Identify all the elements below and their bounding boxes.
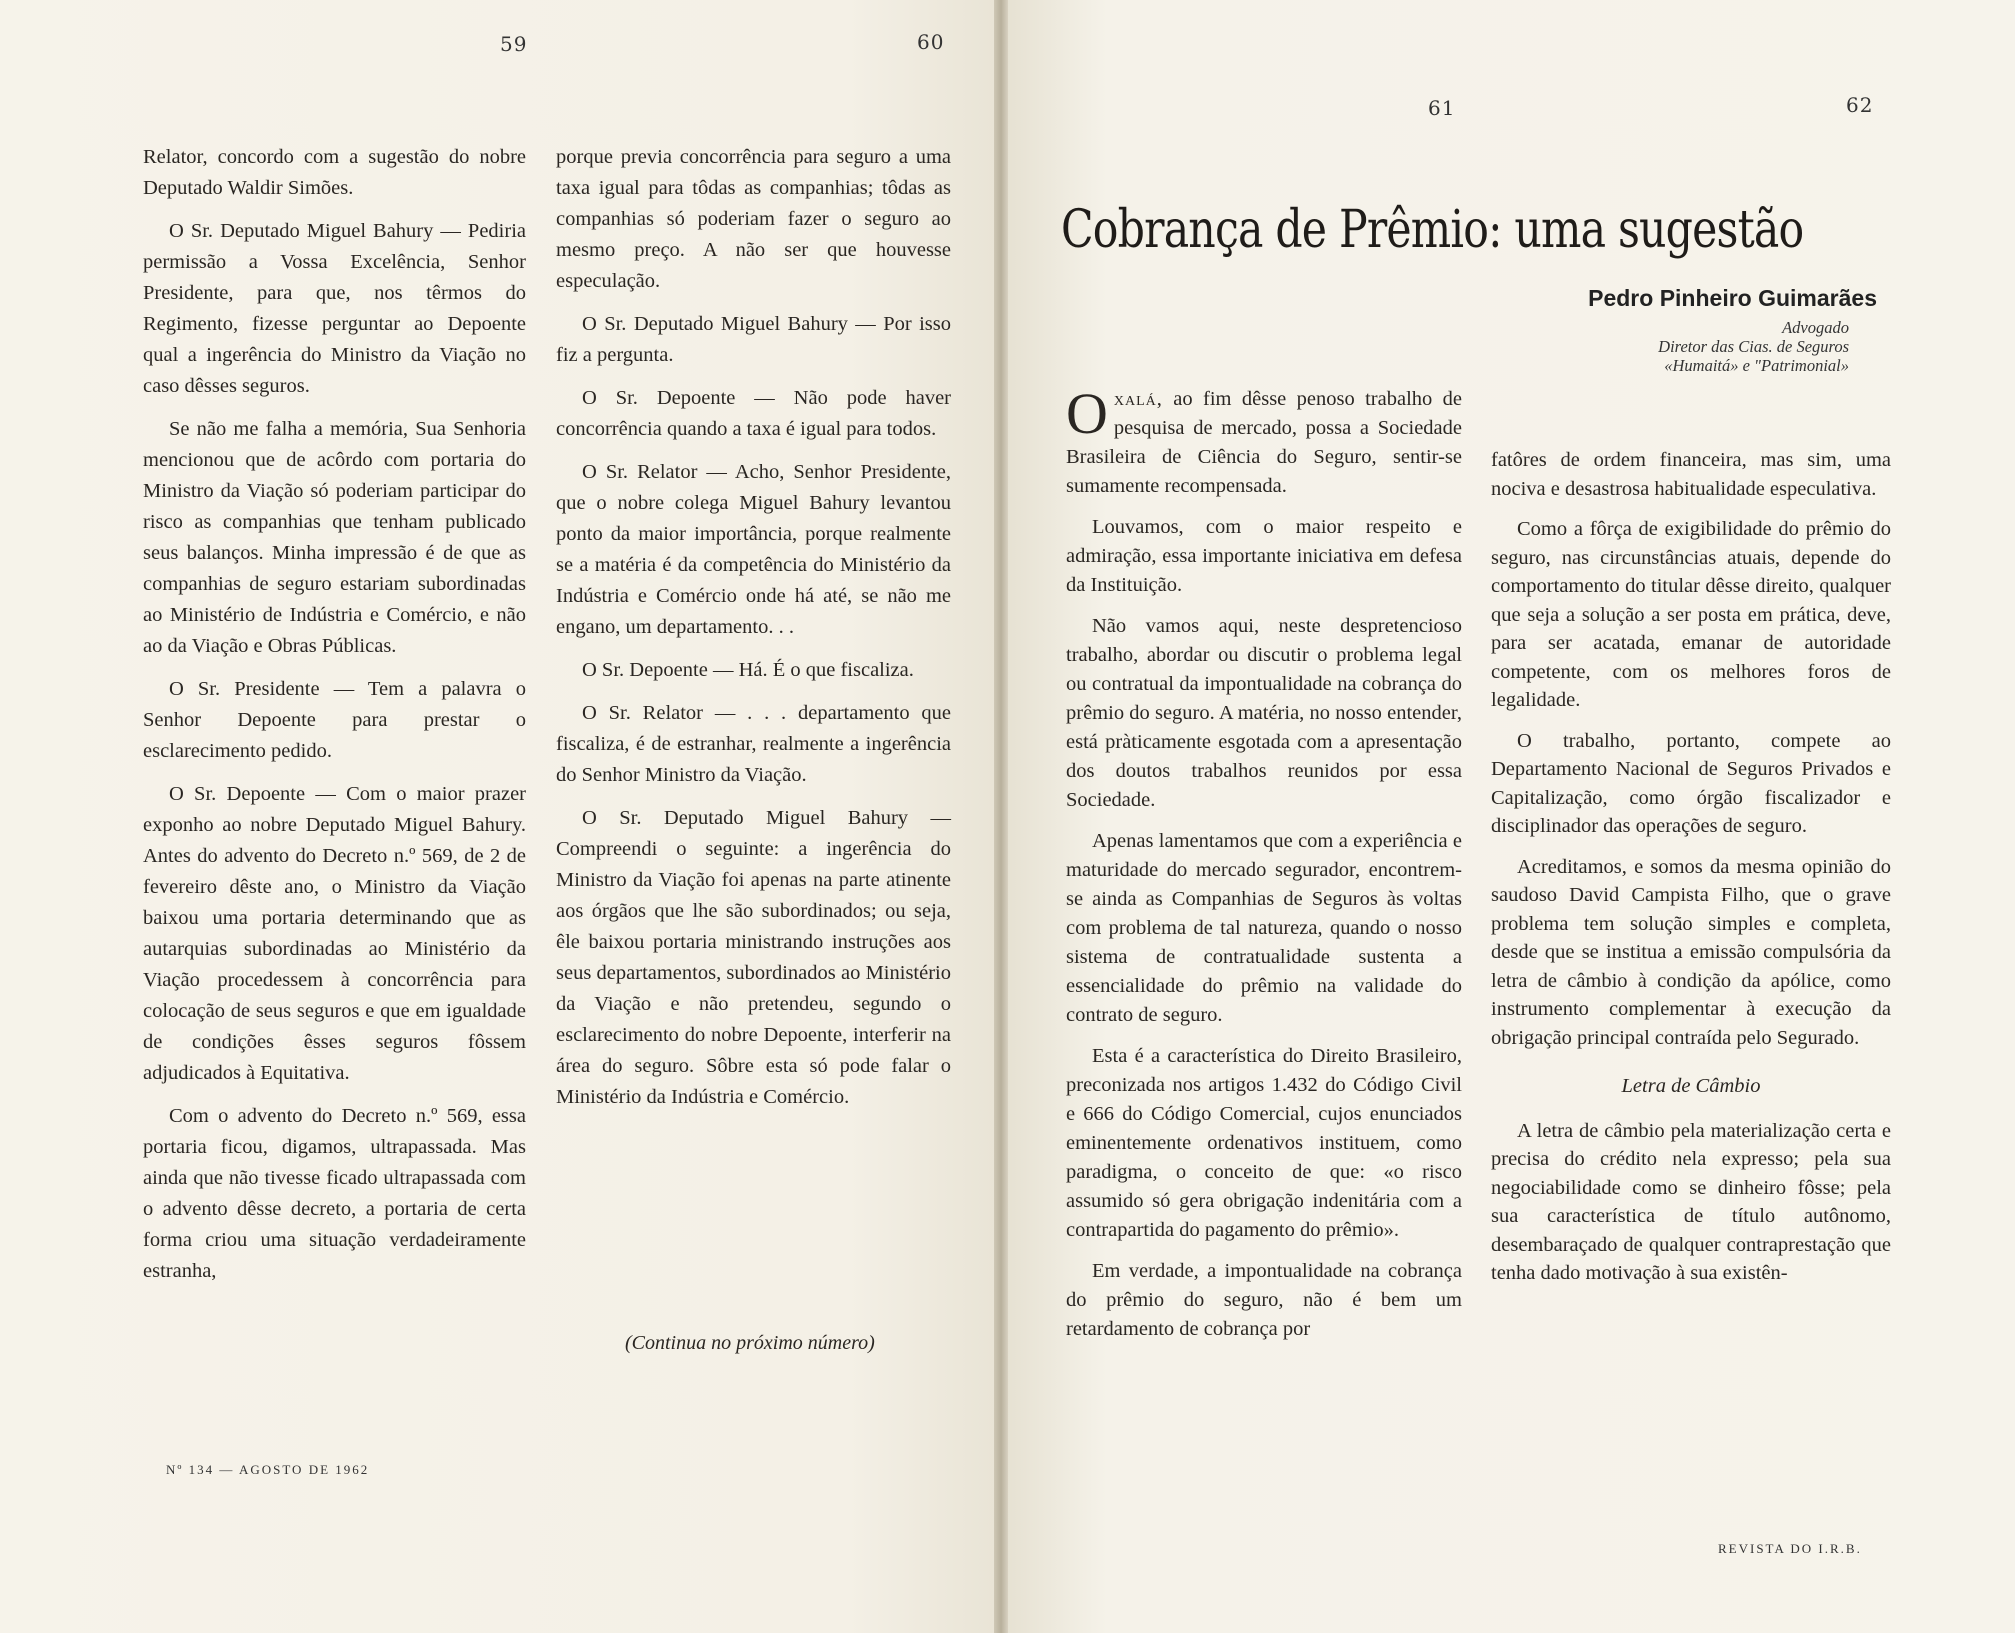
paragraph: O trabalho, portanto, compete ao Departamento Nacional de Seguros Privados e Capitalização, como órgão fiscalizador e disciplinador das operações de seguro.: [1491, 729, 1891, 837]
paragraph: O Sr. Deputado Miguel Bahury — Por isso fiz a pergunta.: [556, 313, 951, 366]
paragraph: Não vamos aqui, neste despretencioso trabalho, abordar ou discutir o problema legal ou contratual da impontualidade na cobrança do prêmio do seguro. A matéria, no nosso entender, está pràticamente esgotada com a apresentação dos doutos trabalhos reunidos por essa Sociedade.: [1066, 615, 1462, 811]
credit-line: Advogado: [1782, 318, 1849, 337]
paragraph: porque previa concorrência para seguro a uma taxa igual para tôdas as companhias; tôdas as companhias só poderiam fazer o seguro ao mesmo preço. A não ser que houvesse especulação.: [556, 146, 951, 292]
credit-line: Diretor das Cias. de Seguros: [1658, 337, 1849, 356]
opening-text: ao fim dêsse penoso trabalho de pesquisa de mercado, possa a Sociedade Brasileira de Ciência do Seguro, sentir-se sumamente recompensada.: [1066, 388, 1462, 497]
paragraph: A letra de câmbio pela materialização certa e precisa do crédito nela expresso; pela sua negociabilidade como se dinheiro fôsse; pela sua característica de título autônomo, desembaraçado de qualquer contraprestação que tenha dado motivação à sua existên-: [1491, 1119, 1891, 1284]
section-subhead: Letra de Câmbio: [1621, 1075, 1761, 1097]
paragraph: O Sr. Presidente — Tem a palavra o Senhor Depoente para prestar o esclarecimento pedido.: [143, 678, 526, 762]
paragraph: O Sr. Deputado Miguel Bahury — Pediria permissão a Vossa Excelência, Senhor Presidente, para que, nos têrmos do Regimento, fizesse perguntar ao Depoente qual a ingerência do Ministro da Viação no caso dêsses seguros.: [143, 220, 526, 397]
column-page-61: [1066, 381, 1462, 1356]
paragraph: Esta é a característica do Direito Brasileiro, preconizada nos artigos 1.432 do Código Civil e 666 do Código Comercial, cujos enunciados eminentemente ordenativos instituem, como paradigma, o conceito de que: «o risco assumido só gera obrigação indenitária com a contrapartida do pagamento do prêmio».: [1066, 1045, 1462, 1241]
small-caps-lead: xalá,: [1113, 388, 1163, 410]
paragraph: Apenas lamentamos que com a experiência e maturidade do mercado segurador, encontrem-se ainda as Companhias de Seguros às voltas com problema de tal natureza, quando o nosso sistema de contratualidade sustenta a essencialidade do prêmio na validade do contrato de seguro.: [1066, 830, 1462, 1026]
page-number-62: 62: [1846, 93, 1874, 117]
opening-paragraph: [1066, 381, 1462, 501]
author-credits: [1658, 318, 1849, 375]
page-number-59: 59: [500, 32, 528, 56]
paragraph: O Sr. Depoente — Não pode haver concorrência quando a taxa é igual para todos.: [556, 387, 951, 440]
continuation-note: (Continua no próximo número): [625, 1332, 875, 1354]
paragraph: fatôres de ordem financeira, mas sim, uma nociva e desastrosa habitualidade especulativa.: [1491, 449, 1891, 500]
paragraph: O Sr. Relator — Acho, Senhor Presidente, que o nobre colega Miguel Bahury levantou ponto da maior importância, porque realmente se a matéria é da competência do Ministério da Indústria e Comércio onde há até, se não me engano, um departamento. . .: [556, 461, 951, 638]
paragraph: Louvamos, com o maior respeito e admiração, essa importante iniciativa em defesa da Instituição.: [1066, 516, 1462, 596]
paragraph: Relator, concordo com a sugestão do nobre Deputado Waldir Simões.: [143, 146, 526, 199]
paragraph: Como a fôrça de exigibilidade do prêmio do seguro, nas circunstâncias atuais, depende do comportamento do titular dêsse direito, qualquer que seja a solução a ser posta em prática, deve, para ser acatada, emanar de autoridade competente, com os melhores foros de legalidade.: [1491, 518, 1891, 711]
issue-footer: Nº 134 — AGOSTO DE 1962: [166, 1462, 370, 1477]
paragraph: Acreditamos, e somos da mesma opinião do saudoso David Campista Filho, que o grave problema tem solução simples e completa, desde que se institua a emissão compulsória da letra de câmbio à condição da apólice, como instrumento complementar à execução da obrigação principal contraída pelo Segurado.: [1491, 855, 1891, 1049]
column-page-59: [143, 142, 526, 1299]
paragraph: Em verdade, a impontualidade na cobrança do prêmio do seguro, não é bem um retardamento de cobrança por: [1066, 1260, 1462, 1340]
page-number-60: 60: [917, 30, 945, 54]
column-page-62: [1491, 446, 1891, 1300]
paragraph: O Sr. Depoente — Há. É o que fiscaliza.: [582, 659, 914, 681]
paragraph: O Sr. Deputado Miguel Bahury — Compreendi o seguinte: a ingerência do Ministro da Viação foi apenas na parte atinente aos órgãos que lhe são subordinados; ou seja, êle baixou portaria ministrando instruções aos seus departamentos, subordinados ao Ministério da Viação e não pretendeu, segundo o esclarecimento do nobre Depoente, interferir na área do seguro. Sôbre esta só pode falar o Ministério da Indústria e Comércio.: [556, 807, 951, 1108]
paragraph: Com o advento do Decreto n.º 569, essa portaria ficou, digamos, ultrapassada. Mas ainda que não tivesse ficado ultrapassada com o advento dêsse decreto, a portaria de certa forma criou uma situação verdadeiramente estranha,: [143, 1105, 526, 1282]
page-number-61: 61: [1428, 96, 1456, 120]
paragraph: Se não me falha a memória, Sua Senhoria mencionou que de acôrdo com portaria do Ministro da Viação só poderiam participar do risco as companhias que tenham publicado seus balanços. Minha impressão é de que as companhias de seguro estariam subordinadas ao Ministério de Indústria e Comércio, e não ao da Viação e Obras Públicas.: [143, 418, 526, 657]
magazine-footer: REVISTA DO I.R.B.: [1718, 1541, 1862, 1556]
paragraph: O Sr. Depoente — Com o maior prazer exponho ao nobre Deputado Miguel Bahury. Antes do advento do Decreto n.º 569, de 2 de fevereiro dêste ano, o Ministro da Viação baixou uma portaria determinando que as autarquias subordinadas ao Ministério da Viação procedessem à concorrência para colocação de seus seguros e que em igualdade de condições êsses seguros fôssem adjudicados à Equitativa.: [143, 783, 526, 1084]
book-gutter: [994, 0, 1008, 1633]
credit-line: «Humaitá» e "Patrimonial»: [1664, 356, 1849, 375]
article-author: Pedro Pinheiro Guimarães: [1588, 285, 1877, 311]
drop-cap: O: [1066, 381, 1108, 446]
column-page-60: [556, 142, 951, 1125]
article-title: Cobrança de Prêmio: uma sugestão: [1061, 200, 1804, 260]
paragraph: O Sr. Relator — . . . departamento que fiscaliza, é de estranhar, realmente a ingerência do Senhor Ministro da Viação.: [556, 702, 951, 786]
